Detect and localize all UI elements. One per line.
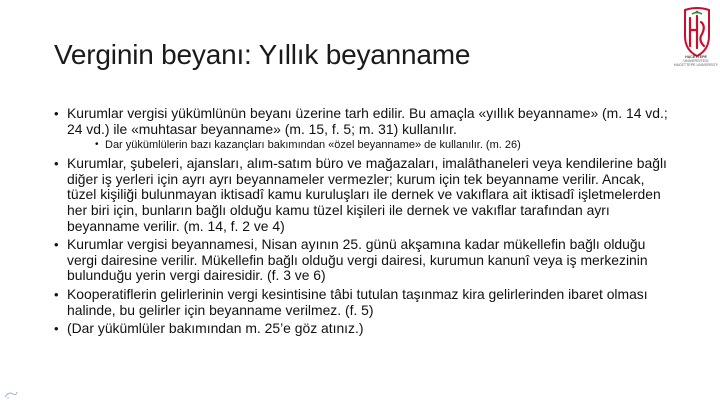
university-logo-text: [673, 55, 719, 67]
bullet-text: Kurumlar vergisi yükümlünün beyanı üzerine tarh edilir. Bu amaçla «yıllık beyanname» (m. 14 vd.; 24 vd.) ile «muhtasar beyanname» (m. 15, f. 5; m. 31) kullanılır.: [67, 105, 668, 137]
bullet-list: [54, 106, 672, 337]
bullet-item: [54, 106, 672, 152]
slide-title: Verginin beyanı: Yıllık beyanname: [54, 39, 471, 70]
bullet-item: [54, 321, 672, 337]
bullet-item: [54, 156, 672, 234]
bullet-text: Kurumlar, şubeleri, ajansları, alım-satım büro ve mağazaları, imalâthaneleri veya kendilerine bağlı diğer iş yerleri için ayrı ayrı beyannameler vermezler; kurum için tek beyanname verilir. Ancak, tüzel kişiliği bulunmayan iktisadî kamu kuruluşları ile dernek ve vakıflara ait iktisadî işletmelerden her biri için, bunların bağlı olduğu kamu tüzel kişileri ile dernek ve vakıflar tarafından ayrı beyanname verilir. (m. 14, f. 2 ve 4): [67, 155, 667, 234]
bullet-text: Kurumlar vergisi beyannamesi, Nisan ayının 25. günü akşamına kadar mükellefin bağlı olduğu vergi dairesine verilir. Mükellefin bağlı olduğu vergi dairesi, kurumun kanunî veya iş merkezinin bulunduğu yerin vergi dairesidir. (f. 3 ve 6): [67, 236, 648, 284]
corner-decoration-icon: [3, 387, 19, 401]
sub-bullet-item: [95, 138, 672, 152]
bullet-text: (Dar yükümlüler bakımından m. 25’e göz atınız.): [67, 320, 364, 337]
bullet-item: [54, 237, 672, 284]
slide-body: [54, 106, 672, 340]
logo-text-line3: HACETTEPE UNIVERSITY: [673, 63, 719, 68]
bullet-item: [54, 287, 672, 318]
bullet-text: Kooperatiflerin gelirlerinin vergi kesintisine tâbi tutulan taşınmaz kira gelirlerinden ibaret olması halinde, bu gelirler için beyanname verilmez. (f. 5): [67, 285, 648, 318]
logo-text-line2: ÜNİVERSİTESİ: [683, 59, 709, 64]
sub-bullet-text: Dar yükümlülerin bazı kazançları bakımından «özel beyanname» de kullanılır. (m. 26): [105, 139, 521, 152]
logo-text-line1: HACETTEPE: [685, 55, 707, 59]
